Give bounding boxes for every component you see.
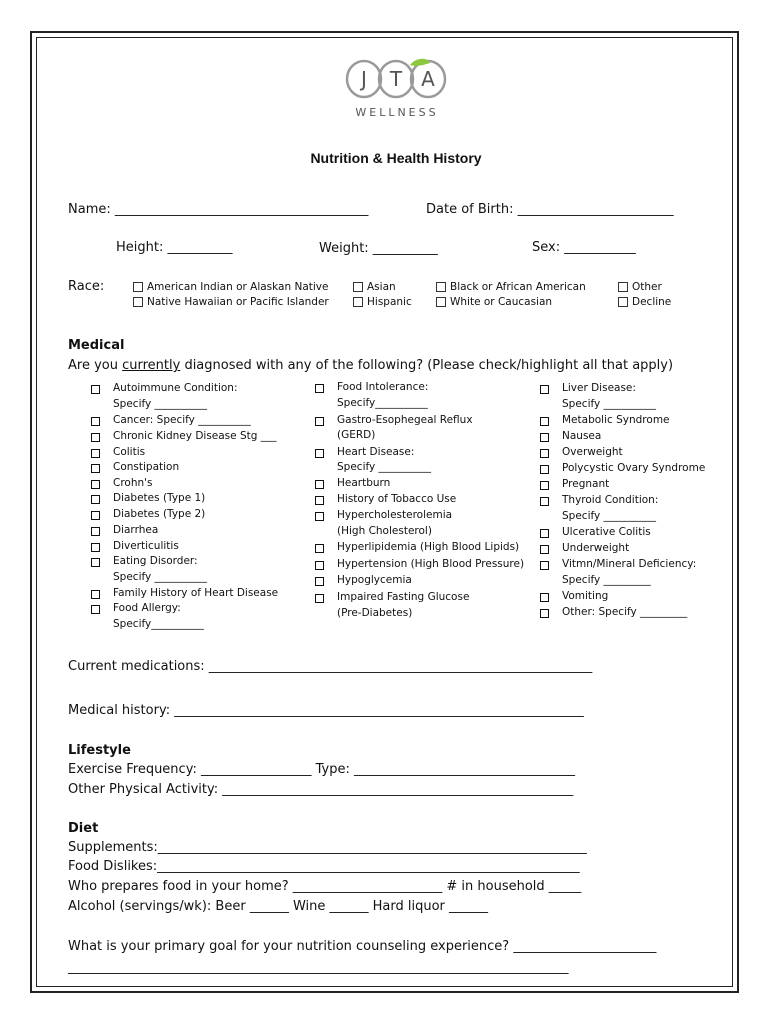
condition-label: Cancer: Specify __________ [113, 414, 251, 426]
other-activity-field[interactable]: Other Physical Activity: ______________________________________________________ [68, 782, 574, 797]
condition-label: Specify __________ [562, 510, 657, 522]
condition-checkbox[interactable] [91, 433, 100, 442]
race-option-other[interactable]: Other [618, 281, 662, 293]
condition-label: Metabolic Syndrome [562, 414, 670, 426]
condition-label: Hyperlipidemia (High Blood Lipids) [337, 541, 520, 553]
condition-label: Eating Disorder: [113, 555, 198, 567]
condition-label: (GERD) [337, 429, 376, 441]
condition-label: Thyroid Condition: [562, 494, 659, 506]
condition-checkbox[interactable] [540, 529, 549, 538]
medical-history-field[interactable]: Medical history: _______________________________________________________________ [68, 703, 584, 718]
condition-label: Underweight [562, 542, 630, 554]
goal-answer-line[interactable]: _____________________________________________________________________________ [68, 960, 569, 975]
condition-label: Nausea [562, 430, 602, 442]
food-dislikes-field[interactable]: Food Dislikes:_________________________________________________________________ [68, 859, 580, 874]
condition-checkbox[interactable] [91, 590, 100, 599]
race-option-american-indian[interactable]: American Indian or Alaskan Native [133, 281, 328, 293]
condition-label: Heartburn [337, 477, 391, 489]
condition-checkbox[interactable] [540, 433, 549, 442]
race-label: Race: [68, 279, 105, 294]
checkbox-icon[interactable] [353, 297, 363, 307]
condition-label: Ulcerative Colitis [562, 526, 651, 538]
condition-checkbox[interactable] [91, 527, 100, 536]
food-preparer-field[interactable]: Who prepares food in your home? _______________________ # in household _____ [68, 879, 582, 894]
condition-checkbox[interactable] [540, 465, 549, 474]
medical-heading: Medical [68, 338, 125, 353]
condition-checkbox[interactable] [91, 449, 100, 458]
condition-checkbox[interactable] [315, 544, 324, 553]
logo-subtitle: WELLNESS [355, 106, 439, 119]
question-emphasis: currently [122, 358, 181, 373]
checkbox-icon[interactable] [353, 282, 363, 292]
condition-checkbox[interactable] [315, 594, 324, 603]
condition-checkbox[interactable] [540, 561, 549, 570]
condition-checkbox[interactable] [540, 609, 549, 618]
condition-label: Vomiting [562, 590, 609, 602]
condition-label: Hypercholesterolemia [337, 509, 453, 521]
current-medications-field[interactable]: Current medications: ___________________________________________________________ [68, 659, 593, 674]
condition-checkbox[interactable] [315, 496, 324, 505]
condition-checkbox[interactable] [91, 480, 100, 489]
race-option-black[interactable]: Black or African American [436, 281, 586, 293]
condition-checkbox[interactable] [91, 464, 100, 473]
condition-checkbox[interactable] [315, 384, 324, 393]
condition-label: Specify__________ [337, 397, 428, 409]
medical-question: Are you currently diagnosed with any of the following? (Please check/highlight all that apply) [68, 358, 674, 373]
condition-checkbox[interactable] [315, 577, 324, 586]
race-option-hispanic[interactable]: Hispanic [353, 296, 412, 308]
supplements-field[interactable]: Supplements:__________________________________________________________________ [68, 840, 587, 855]
condition-label: Overweight [562, 446, 623, 458]
condition-checkbox[interactable] [540, 593, 549, 602]
condition-label: Gastro-Esophegeal Reflux [337, 414, 473, 426]
condition-checkbox[interactable] [540, 545, 549, 554]
condition-label: Diarrhea [113, 524, 159, 536]
dob-field[interactable]: Date of Birth: ________________________ [426, 202, 674, 217]
weight-field[interactable]: Weight: __________ [319, 241, 438, 256]
logo-letter-t: T [389, 67, 403, 91]
condition-label: Specify__________ [113, 618, 204, 630]
condition-checkbox[interactable] [315, 512, 324, 521]
condition-label: Autoimmune Condition: [113, 382, 238, 394]
condition-checkbox[interactable] [540, 417, 549, 426]
condition-label: Hypertension (High Blood Pressure) [337, 558, 525, 570]
condition-checkbox[interactable] [91, 495, 100, 504]
condition-label: Hypoglycemia [337, 574, 412, 586]
sex-field[interactable]: Sex: ___________ [532, 240, 636, 255]
logo-letter-a: A [421, 67, 435, 91]
condition-label: Colitis [113, 446, 146, 458]
checkbox-icon[interactable] [618, 282, 628, 292]
condition-label: Specify __________ [562, 398, 657, 410]
condition-label: Constipation [113, 461, 180, 473]
condition-label: Chronic Kidney Disease Stg ___ [113, 430, 277, 442]
condition-label: Polycystic Ovary Syndrome [562, 462, 706, 474]
height-field[interactable]: Height: __________ [116, 240, 233, 255]
condition-checkbox[interactable] [91, 511, 100, 520]
brand-logo [344, 55, 448, 103]
condition-label: Food Intolerance: [337, 381, 429, 393]
condition-checkbox[interactable] [91, 385, 100, 394]
diet-heading: Diet [68, 821, 99, 836]
checkbox-icon[interactable] [133, 282, 143, 292]
logo-letter-j: J [361, 67, 367, 91]
condition-label: (High Cholesterol) [337, 525, 432, 537]
condition-label: Specify __________ [113, 398, 208, 410]
condition-label: Pregnant [562, 478, 610, 490]
condition-checkbox[interactable] [315, 449, 324, 458]
name-field[interactable]: Name: _______________________________________ [68, 202, 369, 217]
condition-label: Diabetes (Type 1) [113, 492, 206, 504]
race-option-white[interactable]: White or Caucasian [436, 296, 552, 308]
exercise-field[interactable]: Exercise Frequency: _________________ Type: __________________________________ [68, 762, 575, 777]
alcohol-field[interactable]: Alcohol (servings/wk): Beer ______ Wine ______ Hard liquor ______ [68, 899, 489, 914]
condition-label: Food Allergy: [113, 602, 181, 614]
condition-label: Other: Specify _________ [562, 606, 688, 618]
race-option-native-hawaiian[interactable]: Native Hawaiian or Pacific Islander [133, 296, 329, 308]
lifestyle-heading: Lifestyle [68, 743, 131, 758]
condition-label: Diverticulitis [113, 540, 179, 552]
condition-label: Vitmn/Mineral Deficiency: [562, 558, 697, 570]
condition-checkbox[interactable] [315, 480, 324, 489]
condition-checkbox[interactable] [91, 605, 100, 614]
checkbox-icon[interactable] [618, 297, 628, 307]
condition-checkbox[interactable] [91, 543, 100, 552]
page-title: Nutrition & Health History [310, 150, 482, 166]
condition-checkbox[interactable] [540, 449, 549, 458]
condition-checkbox[interactable] [91, 417, 100, 426]
race-option-asian[interactable]: Asian [353, 281, 396, 293]
condition-label: Family History of Heart Disease [113, 587, 279, 599]
condition-label: Diabetes (Type 2) [113, 508, 206, 520]
condition-checkbox[interactable] [315, 417, 324, 426]
condition-label: Heart Disease: [337, 446, 415, 458]
condition-checkbox[interactable] [315, 561, 324, 570]
condition-checkbox[interactable] [540, 481, 549, 490]
condition-label: Liver Disease: [562, 382, 636, 394]
condition-label: History of Tobacco Use [337, 493, 457, 505]
condition-label: (Pre-Diabetes) [337, 607, 413, 619]
condition-label: Crohn's [113, 477, 153, 489]
condition-label: Specify __________ [337, 461, 432, 473]
race-option-decline[interactable]: Decline [618, 296, 671, 308]
condition-checkbox[interactable] [540, 497, 549, 506]
goal-question[interactable]: What is your primary goal for your nutrition counseling experience? ______________________ [68, 939, 657, 954]
condition-checkbox[interactable] [91, 558, 100, 567]
condition-label: Specify _________ [562, 574, 651, 586]
checkbox-icon[interactable] [436, 297, 446, 307]
condition-label: Impaired Fasting Glucose [337, 591, 470, 603]
condition-label: Specify __________ [113, 571, 208, 583]
checkbox-icon[interactable] [133, 297, 143, 307]
checkbox-icon[interactable] [436, 282, 446, 292]
condition-checkbox[interactable] [540, 385, 549, 394]
